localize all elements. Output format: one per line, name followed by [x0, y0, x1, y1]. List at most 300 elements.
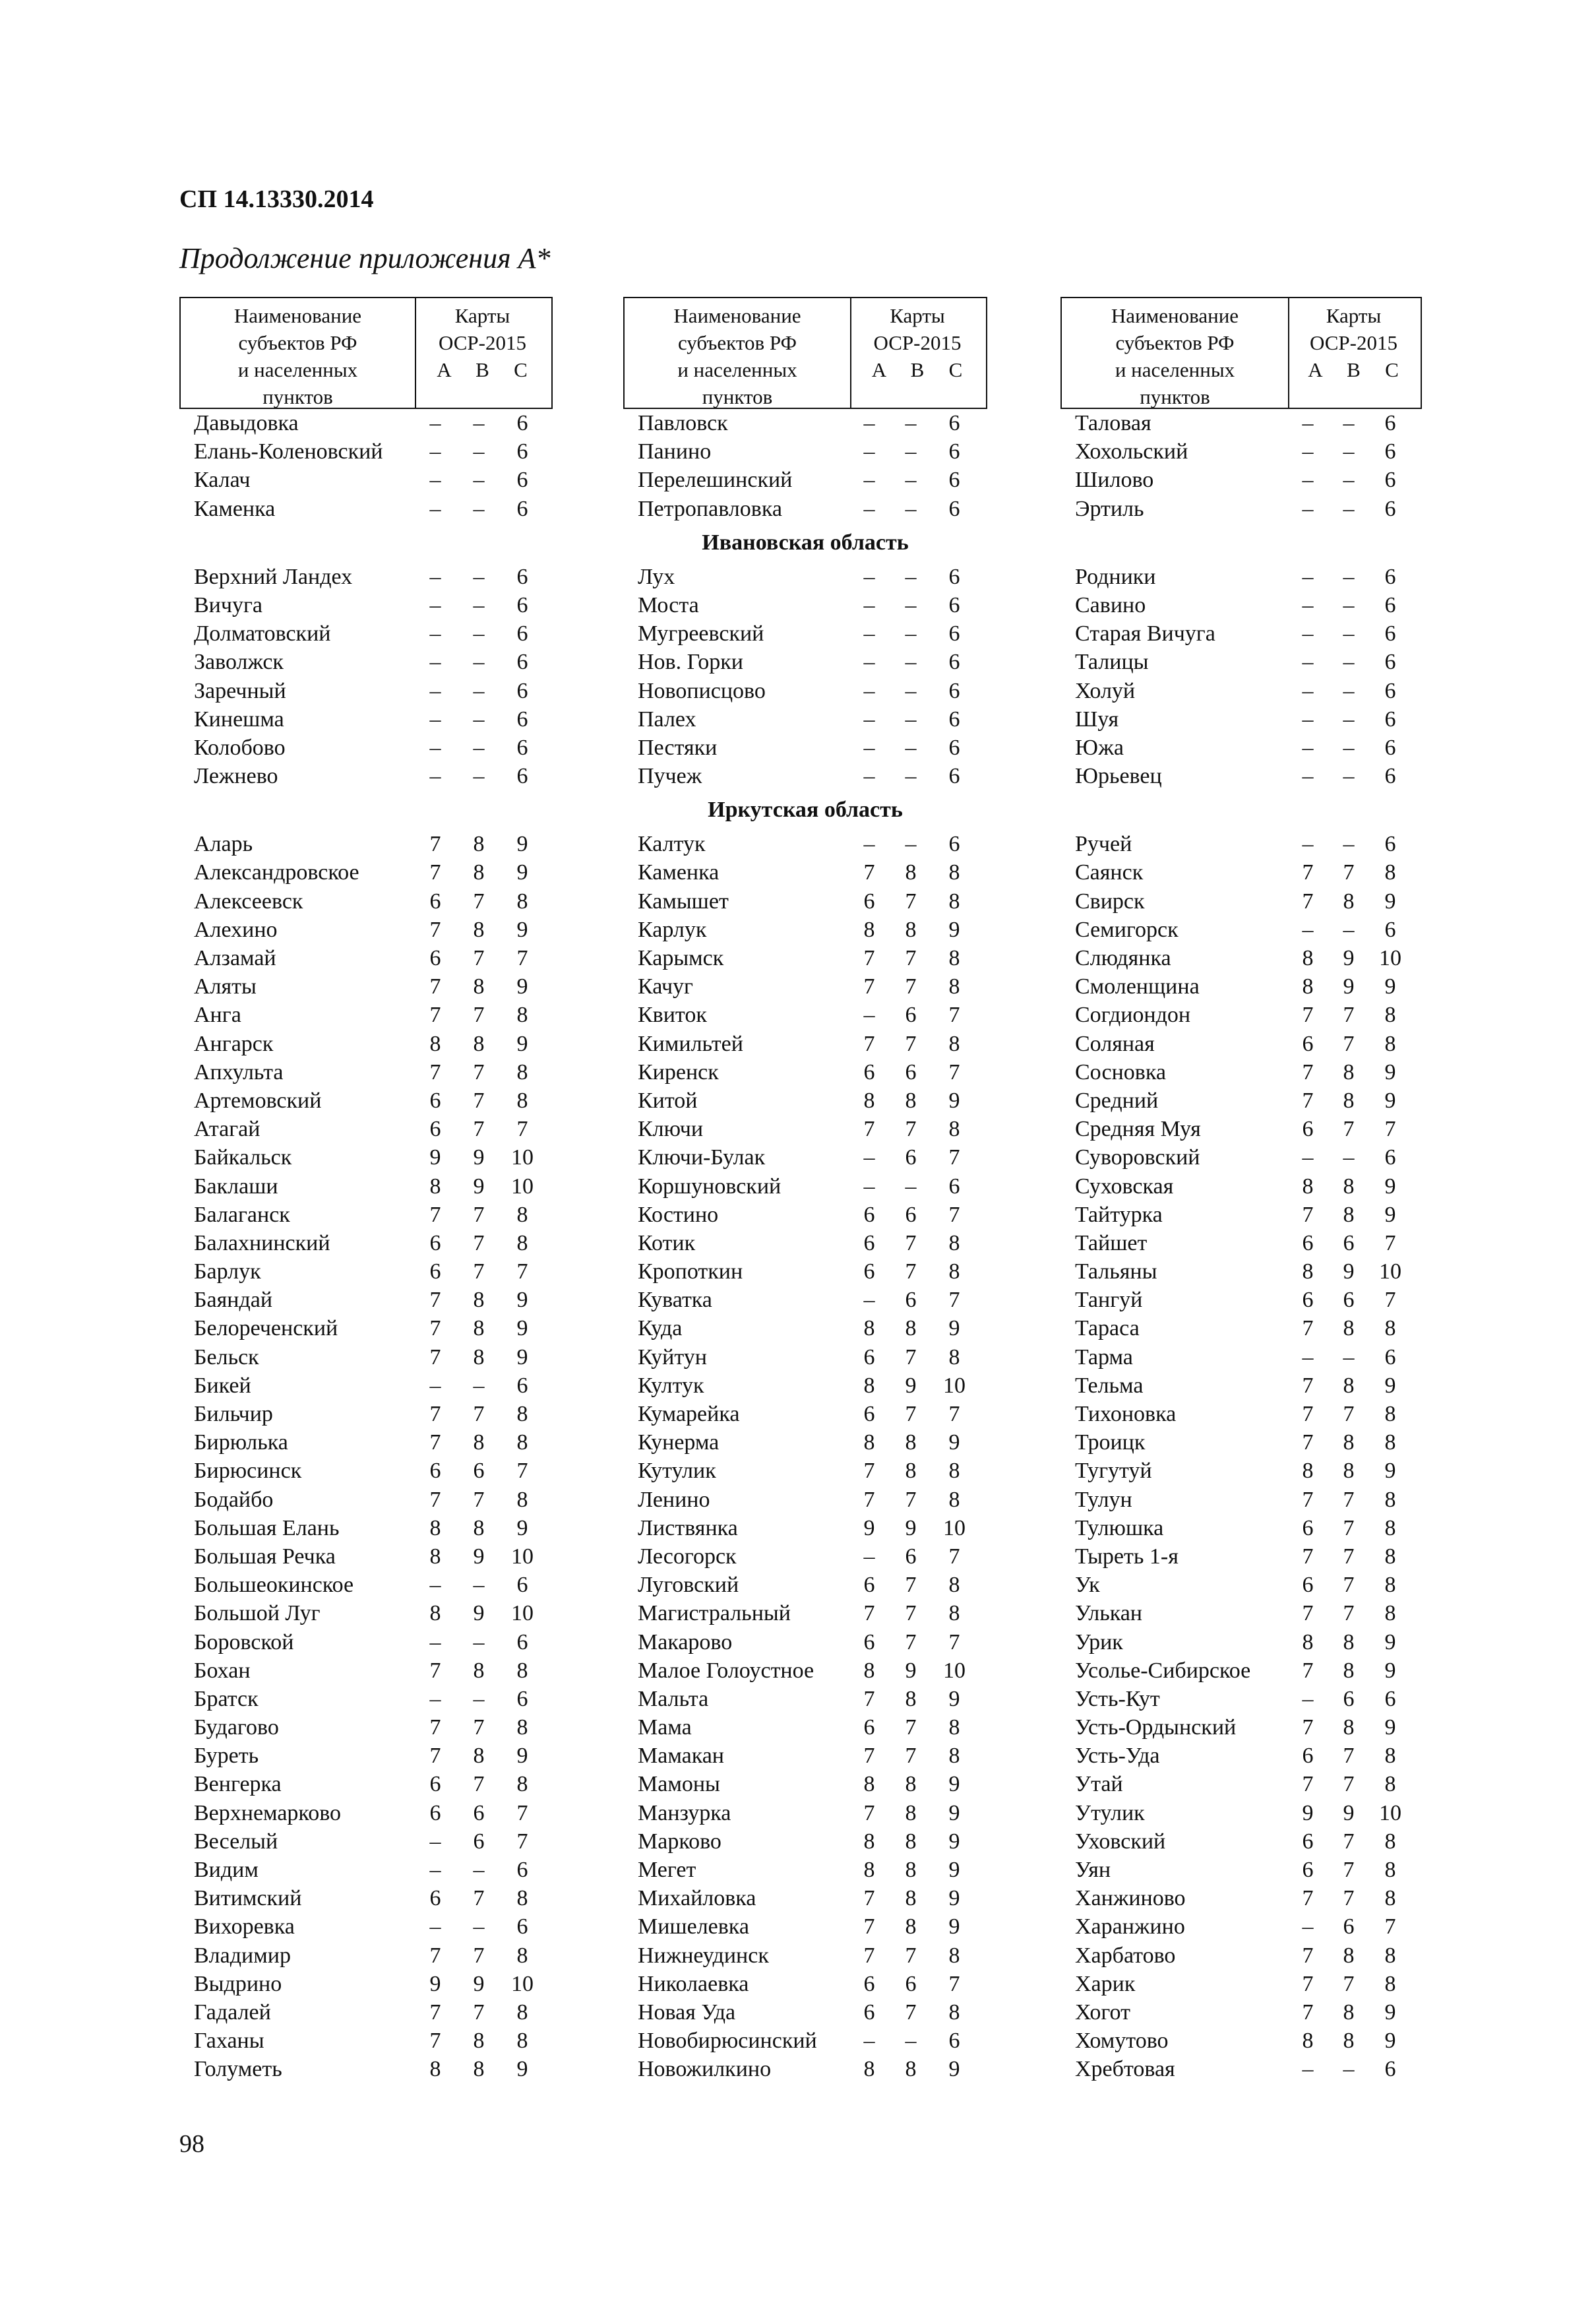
table-row	[623, 1628, 987, 1656]
table-row	[623, 1286, 987, 1314]
intensity-b: 7	[905, 1487, 917, 1512]
settlement-name: Старая Вичуга	[1075, 621, 1215, 646]
table-row	[179, 1770, 553, 1798]
table-row	[179, 1742, 553, 1770]
intensity-c: 7	[516, 1459, 528, 1484]
table-row	[1060, 409, 1422, 437]
intensity-a: –	[1302, 592, 1314, 617]
header-name-line: пунктов	[702, 385, 773, 408]
intensity-c: 9	[1384, 2000, 1396, 2025]
intensity-b: 7	[473, 1088, 485, 1113]
intensity-b: –	[1343, 592, 1355, 617]
intensity-a: 7	[863, 946, 875, 970]
table-row	[1060, 1001, 1422, 1029]
header-name-cell	[625, 298, 851, 408]
header-maps-line: ОСР-2015	[438, 331, 526, 354]
intensity-a: 8	[863, 1658, 875, 1683]
intensity-c: 6	[948, 411, 960, 435]
intensity-b: –	[1343, 2057, 1355, 2082]
intensity-a: 6	[429, 1117, 441, 1142]
settlement-name: Урик	[1075, 1629, 1123, 1654]
intensity-b: –	[905, 564, 917, 589]
table-row	[1060, 858, 1422, 887]
table-row	[179, 972, 553, 1001]
intensity-c: 6	[1384, 1344, 1396, 1370]
intensity-c: 9	[516, 832, 528, 857]
table-row	[179, 409, 553, 437]
intensity-b: –	[1343, 678, 1355, 703]
intensity-c: 6	[948, 621, 960, 646]
settlement-name: Кимильтей	[638, 1031, 743, 1056]
intensity-b: 7	[473, 946, 485, 970]
intensity-a: 7	[863, 1601, 875, 1626]
settlement-name: Витимский	[194, 1886, 302, 1911]
intensity-c: 8	[516, 1658, 528, 1683]
header-maps-cell	[414, 298, 551, 408]
settlement-name: Большой Луг	[194, 1601, 321, 1626]
table-row	[179, 677, 553, 705]
intensity-b: 7	[905, 1259, 917, 1284]
intensity-c: 8	[516, 2000, 528, 2025]
intensity-b: 8	[1343, 1059, 1355, 1085]
table-row	[179, 1229, 553, 1257]
intensity-b: 7	[905, 1230, 917, 1255]
settlement-name: Кунерма	[638, 1430, 720, 1455]
table-row	[1060, 1941, 1422, 1970]
intensity-b: 7	[473, 1259, 485, 1284]
intensity-a: –	[863, 592, 875, 617]
intensity-a: –	[429, 678, 441, 703]
intensity-b: 7	[473, 1402, 485, 1426]
intensity-b: –	[1343, 1145, 1355, 1170]
intensity-a: 6	[429, 1088, 441, 1113]
intensity-c: 8	[948, 1601, 960, 1626]
intensity-b: 6	[905, 1544, 917, 1569]
intensity-a: –	[429, 1914, 441, 1939]
table-row	[623, 2027, 987, 2055]
header-col-label: B	[910, 358, 925, 381]
intensity-b: 7	[473, 1715, 485, 1740]
table-row	[623, 705, 987, 734]
intensity-b: –	[905, 439, 917, 464]
intensity-a: 7	[1302, 1487, 1314, 1512]
intensity-b: 8	[1343, 2029, 1355, 2054]
table-row	[179, 705, 553, 734]
settlement-name: Гадалей	[194, 2000, 271, 2025]
settlement-name: Саянск	[1075, 860, 1144, 885]
intensity-c: 6	[516, 1629, 528, 1654]
table-row	[623, 1229, 987, 1257]
intensity-b: –	[1343, 564, 1355, 589]
settlement-name: Палех	[638, 707, 696, 732]
intensity-a: –	[1302, 1145, 1314, 1170]
intensity-a: 7	[863, 974, 875, 999]
table-row	[1060, 466, 1422, 494]
table-row	[179, 1884, 553, 1912]
table-row	[1060, 1343, 1422, 1371]
table-row	[179, 648, 553, 676]
table-row	[179, 916, 553, 944]
intensity-c: 10	[511, 1145, 534, 1170]
table-row	[623, 2055, 987, 2083]
intensity-b: –	[905, 592, 917, 617]
intensity-a: 7	[1302, 1772, 1314, 1797]
settlement-name: Усть-Ордынский	[1075, 1715, 1237, 1740]
table-row	[1060, 1371, 1422, 1400]
table-row	[179, 495, 553, 523]
header-maps-line: ОСР-2015	[1309, 331, 1397, 354]
intensity-b: 7	[473, 1230, 485, 1255]
intensity-c: 8	[516, 1487, 528, 1512]
table-row	[623, 1685, 987, 1713]
intensity-a: –	[1302, 1344, 1314, 1370]
settlement-name: Хохольский	[1075, 439, 1188, 464]
intensity-b: 6	[905, 1145, 917, 1170]
table-row	[623, 1030, 987, 1058]
intensity-b: 7	[905, 1943, 917, 1968]
table-row	[179, 466, 553, 494]
intensity-b: 8	[473, 1658, 485, 1683]
intensity-c: 6	[1384, 650, 1396, 675]
intensity-b: –	[473, 468, 485, 493]
intensity-b: 7	[1343, 1858, 1355, 1882]
table-row	[179, 1571, 553, 1599]
intensity-c: 9	[1384, 1629, 1396, 1654]
header-name-line: Наименование	[233, 304, 362, 327]
settlement-name: Утулик	[1075, 1800, 1145, 1825]
section-gap	[1060, 523, 1422, 563]
intensity-c: 8	[1384, 1829, 1396, 1854]
header-col-label: B	[476, 358, 489, 381]
header-abc-labels	[1287, 356, 1421, 383]
intensity-a: 6	[429, 1772, 441, 1797]
table-row	[1060, 677, 1422, 705]
intensity-c: 9	[948, 1772, 960, 1797]
table-row	[1060, 563, 1422, 591]
intensity-b: 6	[1343, 1288, 1355, 1313]
table-row	[179, 1428, 553, 1457]
intensity-a: 7	[429, 1430, 441, 1455]
settlement-name: Аляты	[194, 974, 257, 999]
table-row	[179, 1941, 553, 1970]
intensity-a: –	[863, 650, 875, 675]
table-column-3	[1060, 297, 1422, 2084]
section-gap	[1060, 790, 1422, 830]
intensity-a: –	[1302, 707, 1314, 732]
intensity-a: 7	[429, 1344, 441, 1370]
intensity-c: 9	[516, 1031, 528, 1056]
intensity-a: 8	[429, 1601, 441, 1626]
intensity-a: –	[429, 1373, 441, 1398]
intensity-b: 8	[1343, 1088, 1355, 1113]
intensity-a: 7	[1302, 1003, 1314, 1028]
intensity-b: 7	[905, 974, 917, 999]
section-gap	[179, 523, 553, 563]
table-row	[179, 1486, 553, 1514]
table-row	[179, 1143, 553, 1172]
intensity-b: 6	[473, 1800, 485, 1825]
intensity-c: 6	[516, 439, 528, 464]
intensity-c: 6	[1384, 496, 1396, 521]
table-row	[1060, 830, 1422, 858]
intensity-c: 6	[516, 1858, 528, 1882]
settlement-name: Долматовский	[194, 621, 331, 646]
intensity-b: –	[905, 707, 917, 732]
intensity-b: 6	[905, 1288, 917, 1313]
settlement-name: Лух	[638, 564, 675, 589]
intensity-c: 9	[948, 1686, 960, 1711]
table-row	[1060, 1314, 1422, 1342]
table-row	[179, 1058, 553, 1087]
settlement-name: Мальта	[638, 1686, 709, 1711]
intensity-c: 9	[948, 1430, 960, 1455]
intensity-c: 8	[516, 1715, 528, 1740]
settlement-name: Квиток	[638, 1003, 707, 1028]
intensity-c: 9	[1384, 974, 1396, 999]
table-row	[179, 1912, 553, 1941]
table-row	[1060, 1428, 1422, 1457]
intensity-c: 8	[1384, 860, 1396, 885]
header-name-line: и населенных	[1115, 358, 1235, 381]
intensity-b: 7	[905, 1402, 917, 1426]
table-row	[179, 858, 553, 887]
intensity-a: 7	[1302, 1943, 1314, 1968]
intensity-c: 9	[516, 1744, 528, 1769]
intensity-c: 6	[516, 1686, 528, 1711]
settlement-name: Куйтун	[638, 1344, 707, 1370]
table-row	[179, 619, 553, 648]
settlement-name: Ключи-Булак	[638, 1145, 766, 1170]
settlement-name: Малое Голоустное	[638, 1658, 814, 1683]
settlement-name: Артемовский	[194, 1088, 322, 1113]
table-row	[179, 1172, 553, 1201]
table-header	[179, 297, 553, 409]
intensity-b: 8	[473, 1031, 485, 1056]
table-row	[1060, 734, 1422, 762]
table-row	[179, 1970, 553, 1998]
intensity-b: 8	[905, 1686, 917, 1711]
intensity-c: 9	[1384, 1174, 1396, 1199]
settlement-name: Ручей	[1075, 832, 1132, 857]
table-row	[179, 830, 553, 858]
intensity-a: 8	[863, 2057, 875, 2082]
table-row	[623, 466, 987, 494]
intensity-b: –	[473, 678, 485, 703]
settlement-name: Будагово	[194, 1715, 279, 1740]
intensity-a: –	[1302, 1686, 1314, 1711]
intensity-c: 9	[948, 1886, 960, 1911]
settlement-name: Кумарейка	[638, 1402, 740, 1426]
intensity-c: 7	[948, 1288, 960, 1313]
intensity-a: 7	[863, 1117, 875, 1142]
intensity-b: 8	[905, 1800, 917, 1825]
intensity-c: 6	[948, 592, 960, 617]
table-row	[623, 1514, 987, 1542]
settlement-name: Согдиондон	[1075, 1003, 1191, 1028]
settlement-name: Родники	[1075, 564, 1156, 589]
intensity-a: 6	[863, 1344, 875, 1370]
intensity-c: 7	[1384, 1117, 1396, 1142]
settlement-name: Венгерка	[194, 1772, 282, 1797]
settlement-name: Бильчир	[194, 1402, 273, 1426]
intensity-a: –	[429, 468, 441, 493]
header-maps-cell	[1287, 298, 1421, 408]
table-row	[623, 1143, 987, 1172]
intensity-a: 9	[1302, 1800, 1314, 1825]
settlement-name: Тарма	[1075, 1344, 1133, 1370]
settlement-name: Апхульта	[194, 1059, 284, 1085]
intensity-a: –	[429, 735, 441, 760]
settlement-name: Выдрино	[194, 1971, 282, 1996]
intensity-b: 7	[1343, 1515, 1355, 1540]
table-row	[623, 1856, 987, 1884]
intensity-c: 8	[948, 946, 960, 970]
intensity-a: 7	[429, 1003, 441, 1028]
intensity-b: 8	[1343, 1943, 1355, 1968]
intensity-a: 6	[863, 1259, 875, 1284]
settlement-name: Заволжск	[194, 650, 284, 675]
settlement-name: Хребтовая	[1075, 2057, 1175, 2082]
header-col-label: A	[871, 358, 887, 381]
settlement-name: Савино	[1075, 592, 1146, 617]
intensity-a: 8	[429, 1174, 441, 1199]
intensity-b: –	[473, 707, 485, 732]
intensity-b: –	[905, 411, 917, 435]
intensity-c: 9	[948, 1858, 960, 1882]
settlement-name: Свирск	[1075, 889, 1145, 914]
intensity-c: 8	[1384, 1943, 1396, 1968]
intensity-b: 7	[905, 889, 917, 914]
intensity-b: 6	[473, 1829, 485, 1854]
intensity-a: 6	[863, 1715, 875, 1740]
intensity-c: 6	[1384, 764, 1396, 789]
table-row	[1060, 1201, 1422, 1229]
table-row	[1060, 1685, 1422, 1713]
intensity-c: 7	[516, 1829, 528, 1854]
table-row	[1060, 1912, 1422, 1941]
region-heading: Иркутская область	[708, 798, 903, 823]
table-row	[179, 734, 553, 762]
intensity-a: 9	[429, 1145, 441, 1170]
table-row	[623, 1001, 987, 1029]
table-row	[623, 563, 987, 591]
intensity-c: 7	[948, 1202, 960, 1227]
table-row	[623, 1172, 987, 1201]
intensity-b: 8	[473, 1744, 485, 1769]
intensity-b: 8	[905, 2057, 917, 2082]
intensity-c: 8	[516, 1886, 528, 1911]
intensity-b: –	[473, 650, 485, 675]
settlement-name: Коршуновский	[638, 1174, 782, 1199]
intensity-c: 9	[516, 860, 528, 885]
intensity-c: 8	[516, 1943, 528, 1968]
intensity-a: 7	[863, 1800, 875, 1825]
intensity-c: 8	[516, 1088, 528, 1113]
intensity-c: 10	[511, 1601, 534, 1626]
intensity-a: –	[863, 678, 875, 703]
intensity-c: 8	[1384, 1003, 1396, 1028]
settlement-name: Бирюлька	[194, 1430, 288, 1455]
intensity-b: 8	[905, 1829, 917, 1854]
settlement-name: Мамоны	[638, 1772, 720, 1797]
intensity-a: 8	[863, 917, 875, 942]
intensity-c: 8	[516, 1003, 528, 1028]
intensity-a: –	[1302, 917, 1314, 942]
intensity-b: 7	[1343, 1031, 1355, 1056]
intensity-b: 9	[905, 1373, 917, 1398]
intensity-c: 6	[1384, 678, 1396, 703]
table-row	[623, 1087, 987, 1115]
intensity-c: 6	[516, 735, 528, 760]
intensity-b: 7	[1343, 1772, 1355, 1797]
intensity-c: 10	[1379, 946, 1401, 970]
intensity-b: 6	[1343, 1686, 1355, 1711]
intensity-a: 6	[1302, 1117, 1314, 1142]
header-name-line: пунктов	[262, 385, 333, 408]
intensity-a: –	[1302, 1914, 1314, 1939]
table-row	[1060, 2055, 1422, 2083]
intensity-c: 10	[511, 1174, 534, 1199]
settlement-name: Тельма	[1075, 1373, 1144, 1398]
table-row	[623, 1343, 987, 1371]
intensity-c: 8	[948, 2000, 960, 2025]
intensity-a: 6	[863, 2000, 875, 2025]
table-row	[1060, 762, 1422, 790]
intensity-a: 7	[429, 1059, 441, 1085]
intensity-a: 7	[863, 1943, 875, 1968]
intensity-b: 8	[905, 1772, 917, 1797]
intensity-b: 7	[905, 1573, 917, 1598]
intensity-a: 6	[1302, 1515, 1314, 1540]
settlement-name: Мегет	[638, 1858, 696, 1882]
header-name-line: и населенных	[677, 358, 797, 381]
table-row	[1060, 591, 1422, 619]
settlement-name: Харанжино	[1075, 1914, 1185, 1939]
intensity-a: 7	[1302, 1373, 1314, 1398]
intensity-b: 8	[1343, 1316, 1355, 1341]
intensity-c: 6	[948, 832, 960, 857]
table-row	[623, 830, 987, 858]
header-abc-labels	[849, 356, 986, 383]
table-row	[179, 1400, 553, 1428]
intensity-b: 7	[473, 1886, 485, 1911]
intensity-b: –	[473, 592, 485, 617]
table-row	[623, 944, 987, 972]
intensity-b: 8	[473, 860, 485, 885]
settlement-name: Куватка	[638, 1288, 712, 1313]
intensity-b: 7	[1343, 1829, 1355, 1854]
table-row	[623, 1400, 987, 1428]
table-row	[179, 1656, 553, 1685]
intensity-a: 6	[863, 1402, 875, 1426]
table-row	[179, 1998, 553, 2027]
intensity-b: 8	[905, 1459, 917, 1484]
intensity-b: 7	[1343, 1601, 1355, 1626]
header-name-line: субъектов РФ	[1115, 331, 1235, 354]
intensity-a: –	[429, 707, 441, 732]
table-row	[1060, 1286, 1422, 1314]
intensity-c: 7	[948, 1971, 960, 1996]
intensity-a: 6	[429, 1459, 441, 1484]
intensity-a: 6	[1302, 1829, 1314, 1854]
intensity-b: –	[473, 1914, 485, 1939]
intensity-a: 8	[863, 1858, 875, 1882]
intensity-c: 9	[1384, 1658, 1396, 1683]
intensity-c: 6	[948, 496, 960, 521]
intensity-a: 7	[429, 1487, 441, 1512]
table-row	[1060, 1628, 1422, 1656]
table-row	[623, 1542, 987, 1571]
